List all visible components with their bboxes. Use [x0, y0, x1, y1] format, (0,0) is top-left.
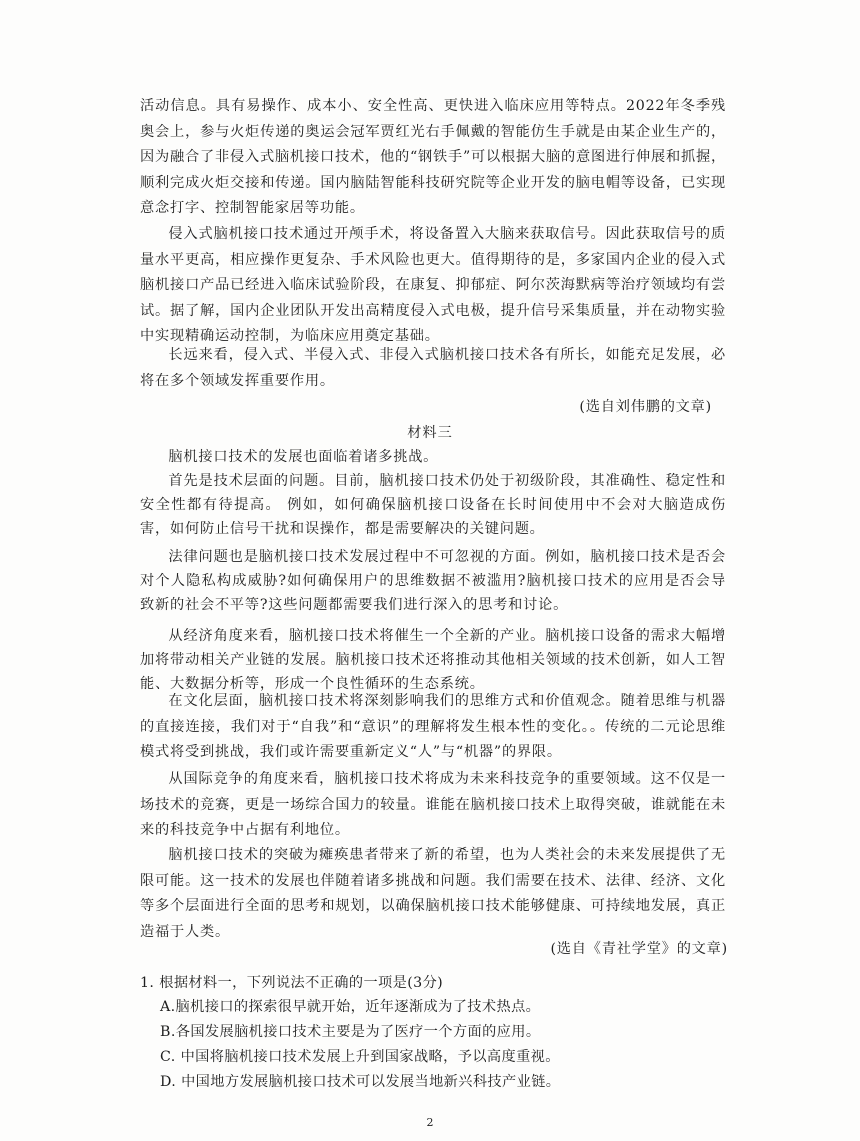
paragraph-invasive: 侵入式脑机接口技术通过开颅手术，将设备置入大脑来获取信号。因此获取信号的质量水平更高，相应操作更复杂、手术风险也更大。值得期待的是，多家国内企业的侵入式脑机接口产品已经进入临床试验阶段，在康复、抑郁症、阿尔茨海默病等治疗领域均有尝试。据了解，国内企业团队开发出高精度侵入式电极，提升信号采集质量，并在动物实验中实现精确运动控制，为临床应用奠定基础。: [140, 226, 726, 344]
paragraph-technical-issues: 首先是技术层面的问题。目前，脑机接口技术仍处于初级阶段，其准确性、稳定性和安全性都有待提高。 例如，如何确保脑机接口设备在长时间使用中不会对大脑造成伤害，如何防止信号干扰和误操作，都是需要解决的关键问题。: [140, 473, 726, 537]
section-heading-material-three: 材料三: [407, 425, 453, 441]
source-citation-qingshe: (选自《青社学堂》的文章): [550, 941, 728, 957]
paragraph-noninvasive-end: 活动信息。具有易操作、成本小、安全性高、更快进入临床应用等特点。2022年冬季残奥会上，参与火炬传递的奥运会冠军贾红光右手佩戴的智能仿生手就是由某企业生产的，因为融合了非侵入式脑机接口技术，他的“钢铁手”可以根据大脑的意图进行伸展和抓握，顺利完成火炬交接和传递。国内脑陆智能科技研究院等企业开发的脑电帽等设备，已实现意念打字、控制智能家居等功能。: [140, 98, 726, 216]
paragraph-cultural: 在文化层面，脑机接口技术将深刻影响我们的思维方式和价值观念。随着思维与机器的直接连接，我们对于“自我”和“意识”的理解将发生根本性的变化。。传统的二元论思维模式将受到挑战，我们或许需要重新定义“人”与“机器”的界限。: [140, 693, 726, 760]
paragraph-economic: 从经济角度来看，脑机接口技术将催生一个全新的产业。脑机接口设备的需求大幅增加将带动相关产业链的发展。脑机接口技术还将推动其他相关领域的技术创新，如人工智能、大数据分析等，形成一个良性循环的生态系统。: [140, 628, 726, 692]
paragraph-legal-issues: 法律问题也是脑机接口技术发展过程中不可忽视的方面。例如，脑机接口技术是否会对个人隐私构成威胁?如何确保用户的思维数据不被滥用?脑机接口技术的应用是否会导致新的社会不平等?这些问题都需要我们进行深入的思考和讨论。: [140, 549, 726, 613]
paragraph-conclusion: 脑机接口技术的突破为瘫痪患者带来了新的希望，也为人类社会的未来发展提供了无限可能。这一技术的发展也伴随着诸多挑战和问题。我们需要在技术、法律、经济、文化等多个层面进行全面的思考和规划，以确保脑机接口技术能够健康、可持续地发展，真正造福于人类。: [140, 847, 726, 940]
paragraph-international: 从国际竞争的角度来看，脑机接口技术将成为未来科技竞争的重要领域。这不仅是一场技术的竞赛，更是一场综合国力的较量。谁能在脑机接口技术上取得突破，谁就能在未来的科技竞争中占据有利地位。: [140, 771, 726, 838]
question-1-option-d: D. 中国地方发展脑机接口技术可以发展当地新兴科技产业链。: [160, 1074, 561, 1090]
paragraph-challenges-intro: 脑机接口技术的发展也面临着诸多挑战。: [168, 449, 439, 465]
paragraph-long-term: 长远来看，侵入式、半侵入式、非侵入式脑机接口技术各有所长，如能充足发展，必将在多个领域发挥重要作用。: [140, 347, 726, 389]
question-1-option-b: B.各国发展脑机接口技术主要是为了医疗一个方面的应用。: [160, 1024, 541, 1040]
page-number: 2: [426, 1116, 434, 1129]
question-1-stem: 1. 根据材料一，下列说法不正确的一项是(3分): [140, 975, 444, 991]
question-1-option-a: A.脑机接口的探索很早就开始，近年逐渐成为了技术热点。: [160, 999, 541, 1015]
question-1-option-c: C. 中国将脑机接口技术发展上升到国家战略，予以高度重视。: [160, 1049, 560, 1065]
source-citation-liu: (选自刘伟鹏的文章): [579, 399, 712, 415]
